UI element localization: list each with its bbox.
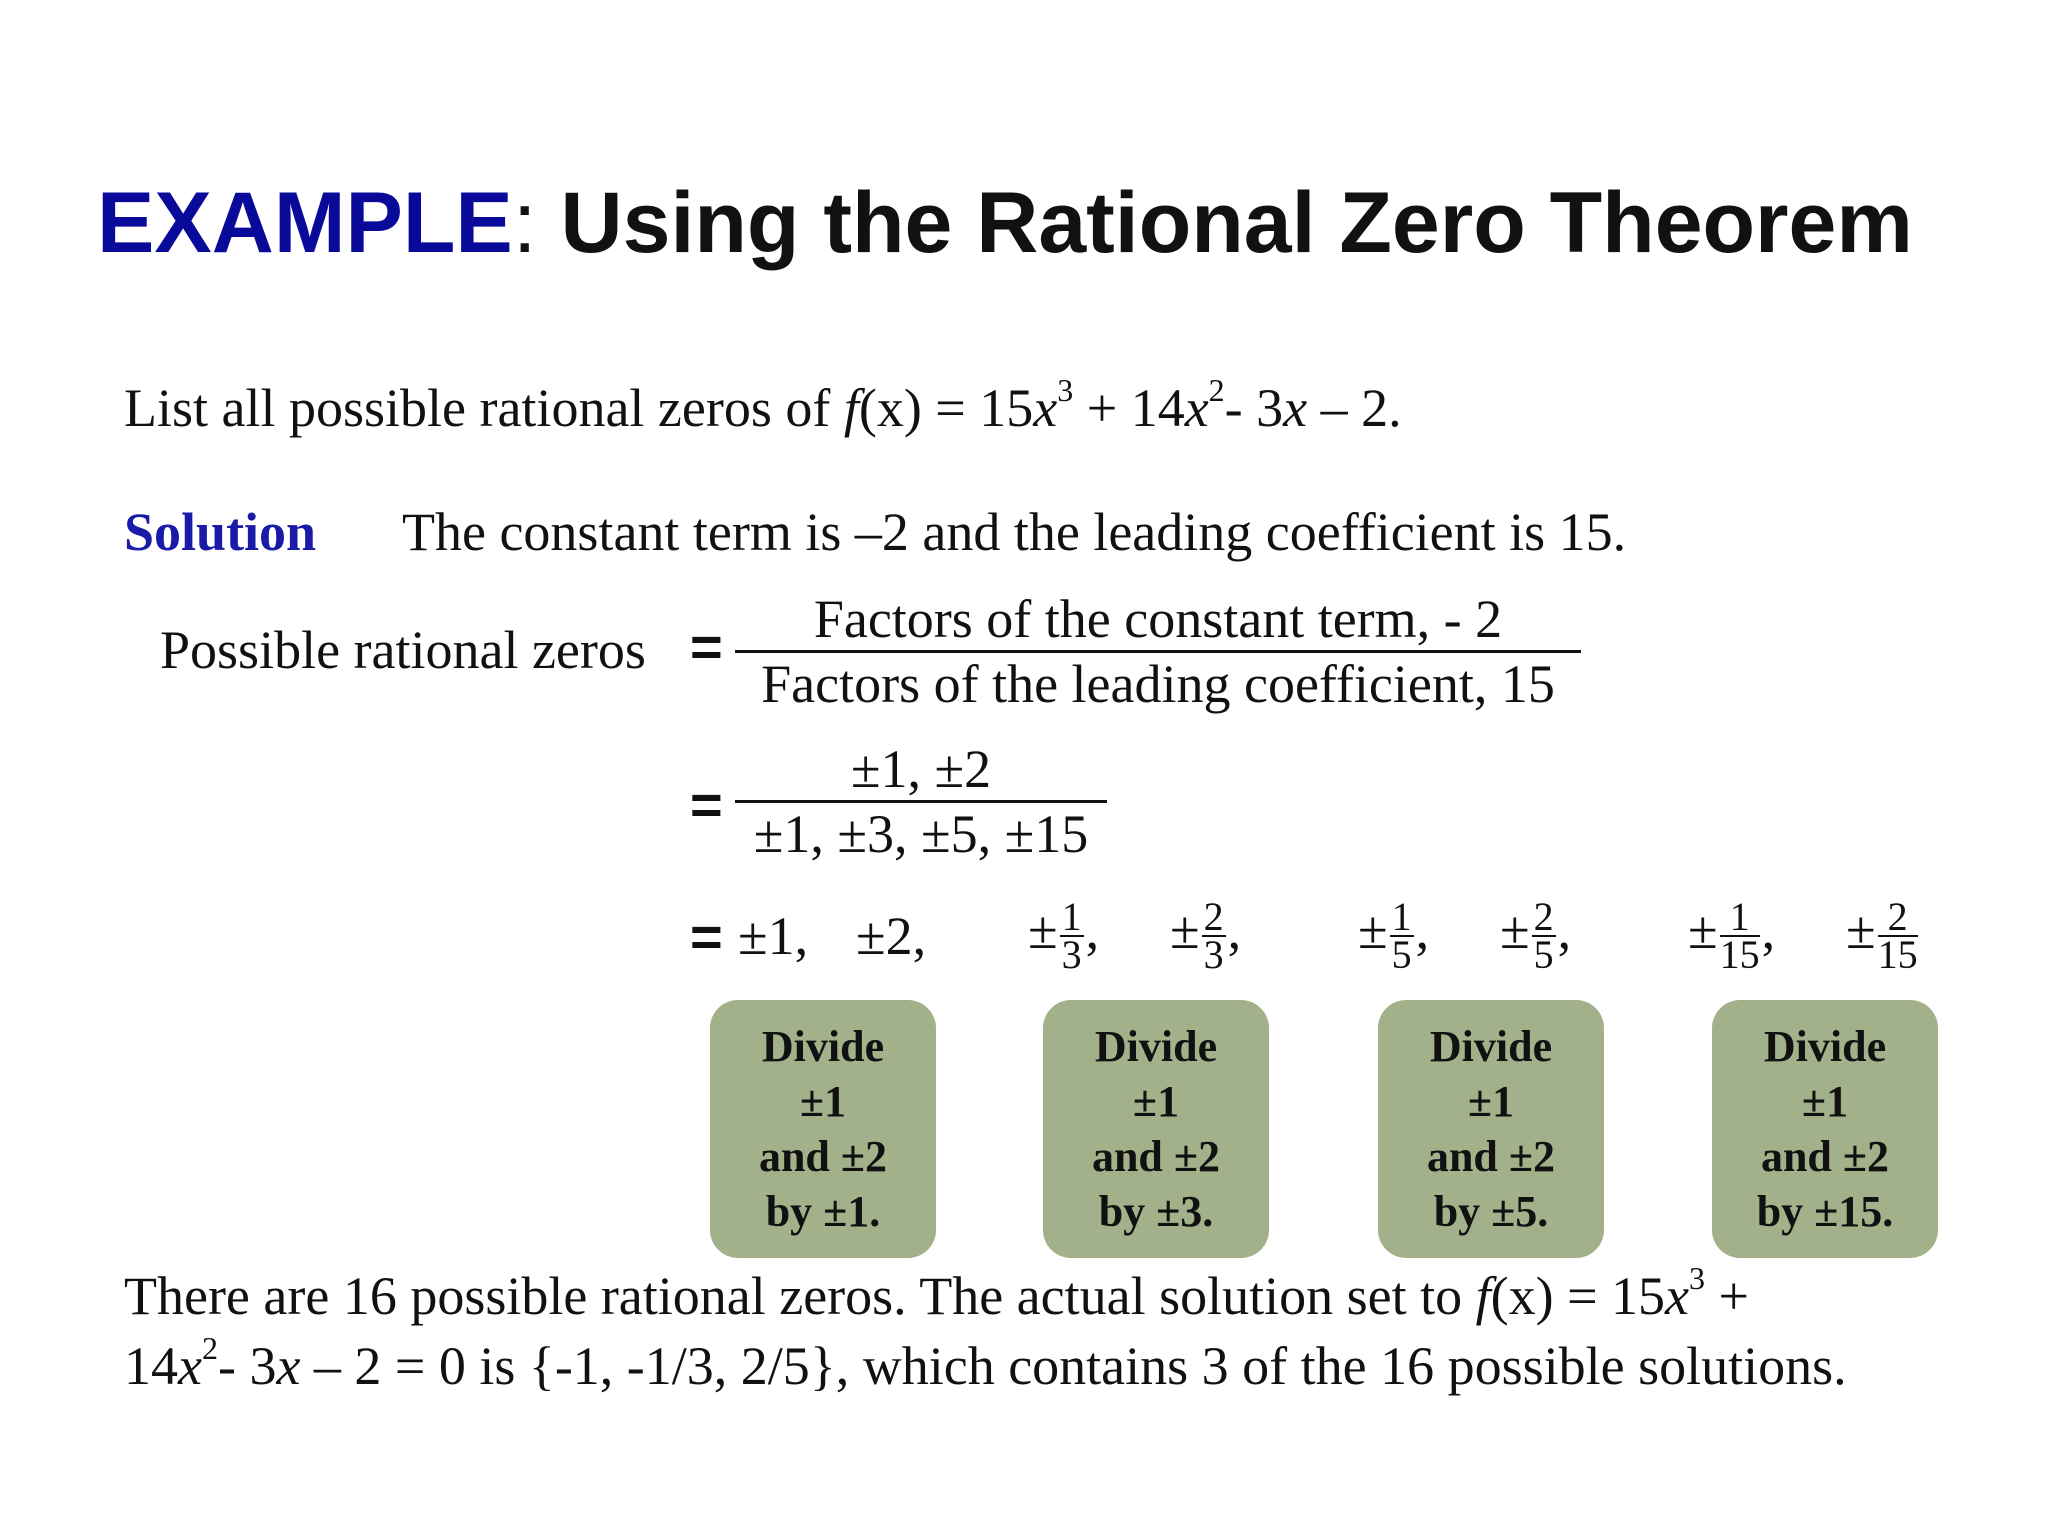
plus-minus: ± [1688, 900, 1718, 960]
page-title [97, 168, 1913, 278]
function-name: f [1475, 1266, 1491, 1326]
exponent-2: 2 [1208, 372, 1225, 408]
small-fraction [1060, 893, 1084, 977]
box-line: Divide [1429, 1022, 1553, 1071]
divide-note-box [1378, 1000, 1604, 1258]
exponent-3: 3 [1057, 372, 1074, 408]
zero-item [1688, 893, 1776, 977]
problem-statement [124, 364, 1402, 440]
fraction-denominator: ±1, ±3, ±5, ±15 [753, 804, 1089, 864]
box-line: by ±3. [1098, 1187, 1214, 1236]
function-expr-4: – 2. [1320, 378, 1402, 438]
separator: , [1557, 900, 1572, 960]
var-x: x [1665, 1266, 1689, 1326]
exponent-2: 2 [201, 1330, 218, 1366]
denominator: 15 [1719, 931, 1760, 977]
plus-minus: ± [1358, 900, 1388, 960]
separator: , [1761, 900, 1776, 960]
var-x: x [1184, 378, 1209, 438]
function-expr-1: (x) = 15 [858, 378, 1034, 438]
var-x: x [178, 1336, 202, 1396]
title-text: Using the Rational Zero Theorem [560, 175, 1913, 271]
title-keyword: EXAMPLE [97, 175, 513, 271]
zero-item [1846, 893, 1920, 977]
conclusion-line-2 [124, 1322, 1847, 1398]
function-expr-3: - 3 [1224, 378, 1284, 438]
denominator: 3 [1203, 931, 1224, 977]
denominator: 5 [1533, 931, 1554, 977]
exponent-3: 3 [1689, 1260, 1705, 1296]
small-fraction [1202, 893, 1226, 977]
plus-minus: ± [1170, 900, 1200, 960]
box-line: by ±1. [765, 1187, 881, 1236]
box-line: ±1 [1467, 1077, 1515, 1126]
denominator: 3 [1061, 931, 1082, 977]
equation-lhs: Possible rational zeros [160, 620, 646, 680]
equals-sign: = [690, 615, 723, 678]
fraction-numerator: ±1, ±2 [850, 739, 992, 799]
factors-fraction [735, 588, 1581, 715]
box-line: ±1 [1801, 1077, 1849, 1126]
box-line: Divide [1094, 1022, 1218, 1071]
var-x: x [276, 1336, 301, 1396]
divide-note-box [710, 1000, 936, 1258]
problem-text: List all possible rational zeros of [124, 378, 831, 438]
box-line: Divide [1763, 1022, 1887, 1071]
divide-note-box [1043, 1000, 1269, 1258]
separator: , [1227, 900, 1242, 960]
fraction-denominator: Factors of the leading coefficient, 15 [761, 654, 1555, 714]
zero-item [1358, 893, 1430, 977]
numerator: 2 [1533, 893, 1554, 939]
var-x: x [1283, 378, 1308, 438]
solution-value: 2/5 [740, 1336, 810, 1396]
numerator: 1 [1061, 893, 1082, 939]
function-expr-2: + 14 [1086, 378, 1185, 438]
function-name: f [843, 378, 859, 438]
var-x: x [1033, 378, 1058, 438]
conclusion-text: - 3 [217, 1336, 277, 1396]
separator: , [1085, 900, 1100, 960]
conclusion-text: There are 16 possible rational zeros. The actual solution set to [124, 1266, 1476, 1326]
zero-item: ±2, [856, 906, 927, 966]
solution-text: The constant term is –2 and the leading coefficient is 15. [402, 502, 1627, 562]
solution-value: -1/3 [626, 1336, 714, 1396]
zero-item: ±1, [738, 906, 809, 966]
small-fraction [1390, 893, 1414, 977]
factors-list-fraction [735, 738, 1107, 865]
conclusion-text: }, which contains 3 of the 16 possible solutions. [809, 1336, 1847, 1396]
denominator: 5 [1391, 931, 1412, 977]
box-line: and ±2 [1426, 1132, 1556, 1181]
zero-item [1170, 893, 1242, 977]
plus-minus: ± [1846, 900, 1876, 960]
box-line: by ±15. [1756, 1187, 1894, 1236]
small-fraction [1719, 893, 1760, 977]
solution-line [124, 500, 316, 564]
box-line: and ±2 [1091, 1132, 1221, 1181]
numerator: 2 [1203, 893, 1224, 939]
plus-minus: ± [1500, 900, 1530, 960]
conclusion-text: , [713, 1336, 741, 1396]
title-colon: : [512, 175, 537, 271]
small-fraction [1877, 893, 1918, 977]
box-line: by ±5. [1433, 1187, 1549, 1236]
solution-label: Solution [124, 502, 317, 562]
conclusion-text: 14 [124, 1336, 178, 1396]
box-line: Divide [761, 1022, 885, 1071]
small-fraction [1532, 893, 1556, 977]
denominator: 15 [1877, 931, 1918, 977]
box-line: ±1 [1132, 1077, 1180, 1126]
conclusion-text: – 2 = 0 is {-1, [300, 1336, 627, 1396]
conclusion-line-1 [124, 1252, 1749, 1328]
divide-note-box [1712, 1000, 1938, 1258]
conclusion-text: (x) = 15 [1490, 1266, 1666, 1326]
conclusion-text: + [1705, 1266, 1749, 1326]
numerator: 1 [1720, 899, 1760, 937]
box-line: ±1 [799, 1077, 847, 1126]
zero-item [1028, 893, 1100, 977]
box-line: and ±2 [758, 1132, 888, 1181]
numerator: 1 [1391, 893, 1412, 939]
fraction-numerator: Factors of the constant term, - 2 [813, 589, 1503, 649]
zero-item [1500, 893, 1572, 977]
equals-sign: = [690, 905, 723, 968]
separator: , [1415, 900, 1430, 960]
plus-minus: ± [1028, 900, 1058, 960]
equals-sign: = [690, 773, 723, 836]
numerator: 2 [1878, 899, 1918, 937]
box-line: and ±2 [1760, 1132, 1890, 1181]
